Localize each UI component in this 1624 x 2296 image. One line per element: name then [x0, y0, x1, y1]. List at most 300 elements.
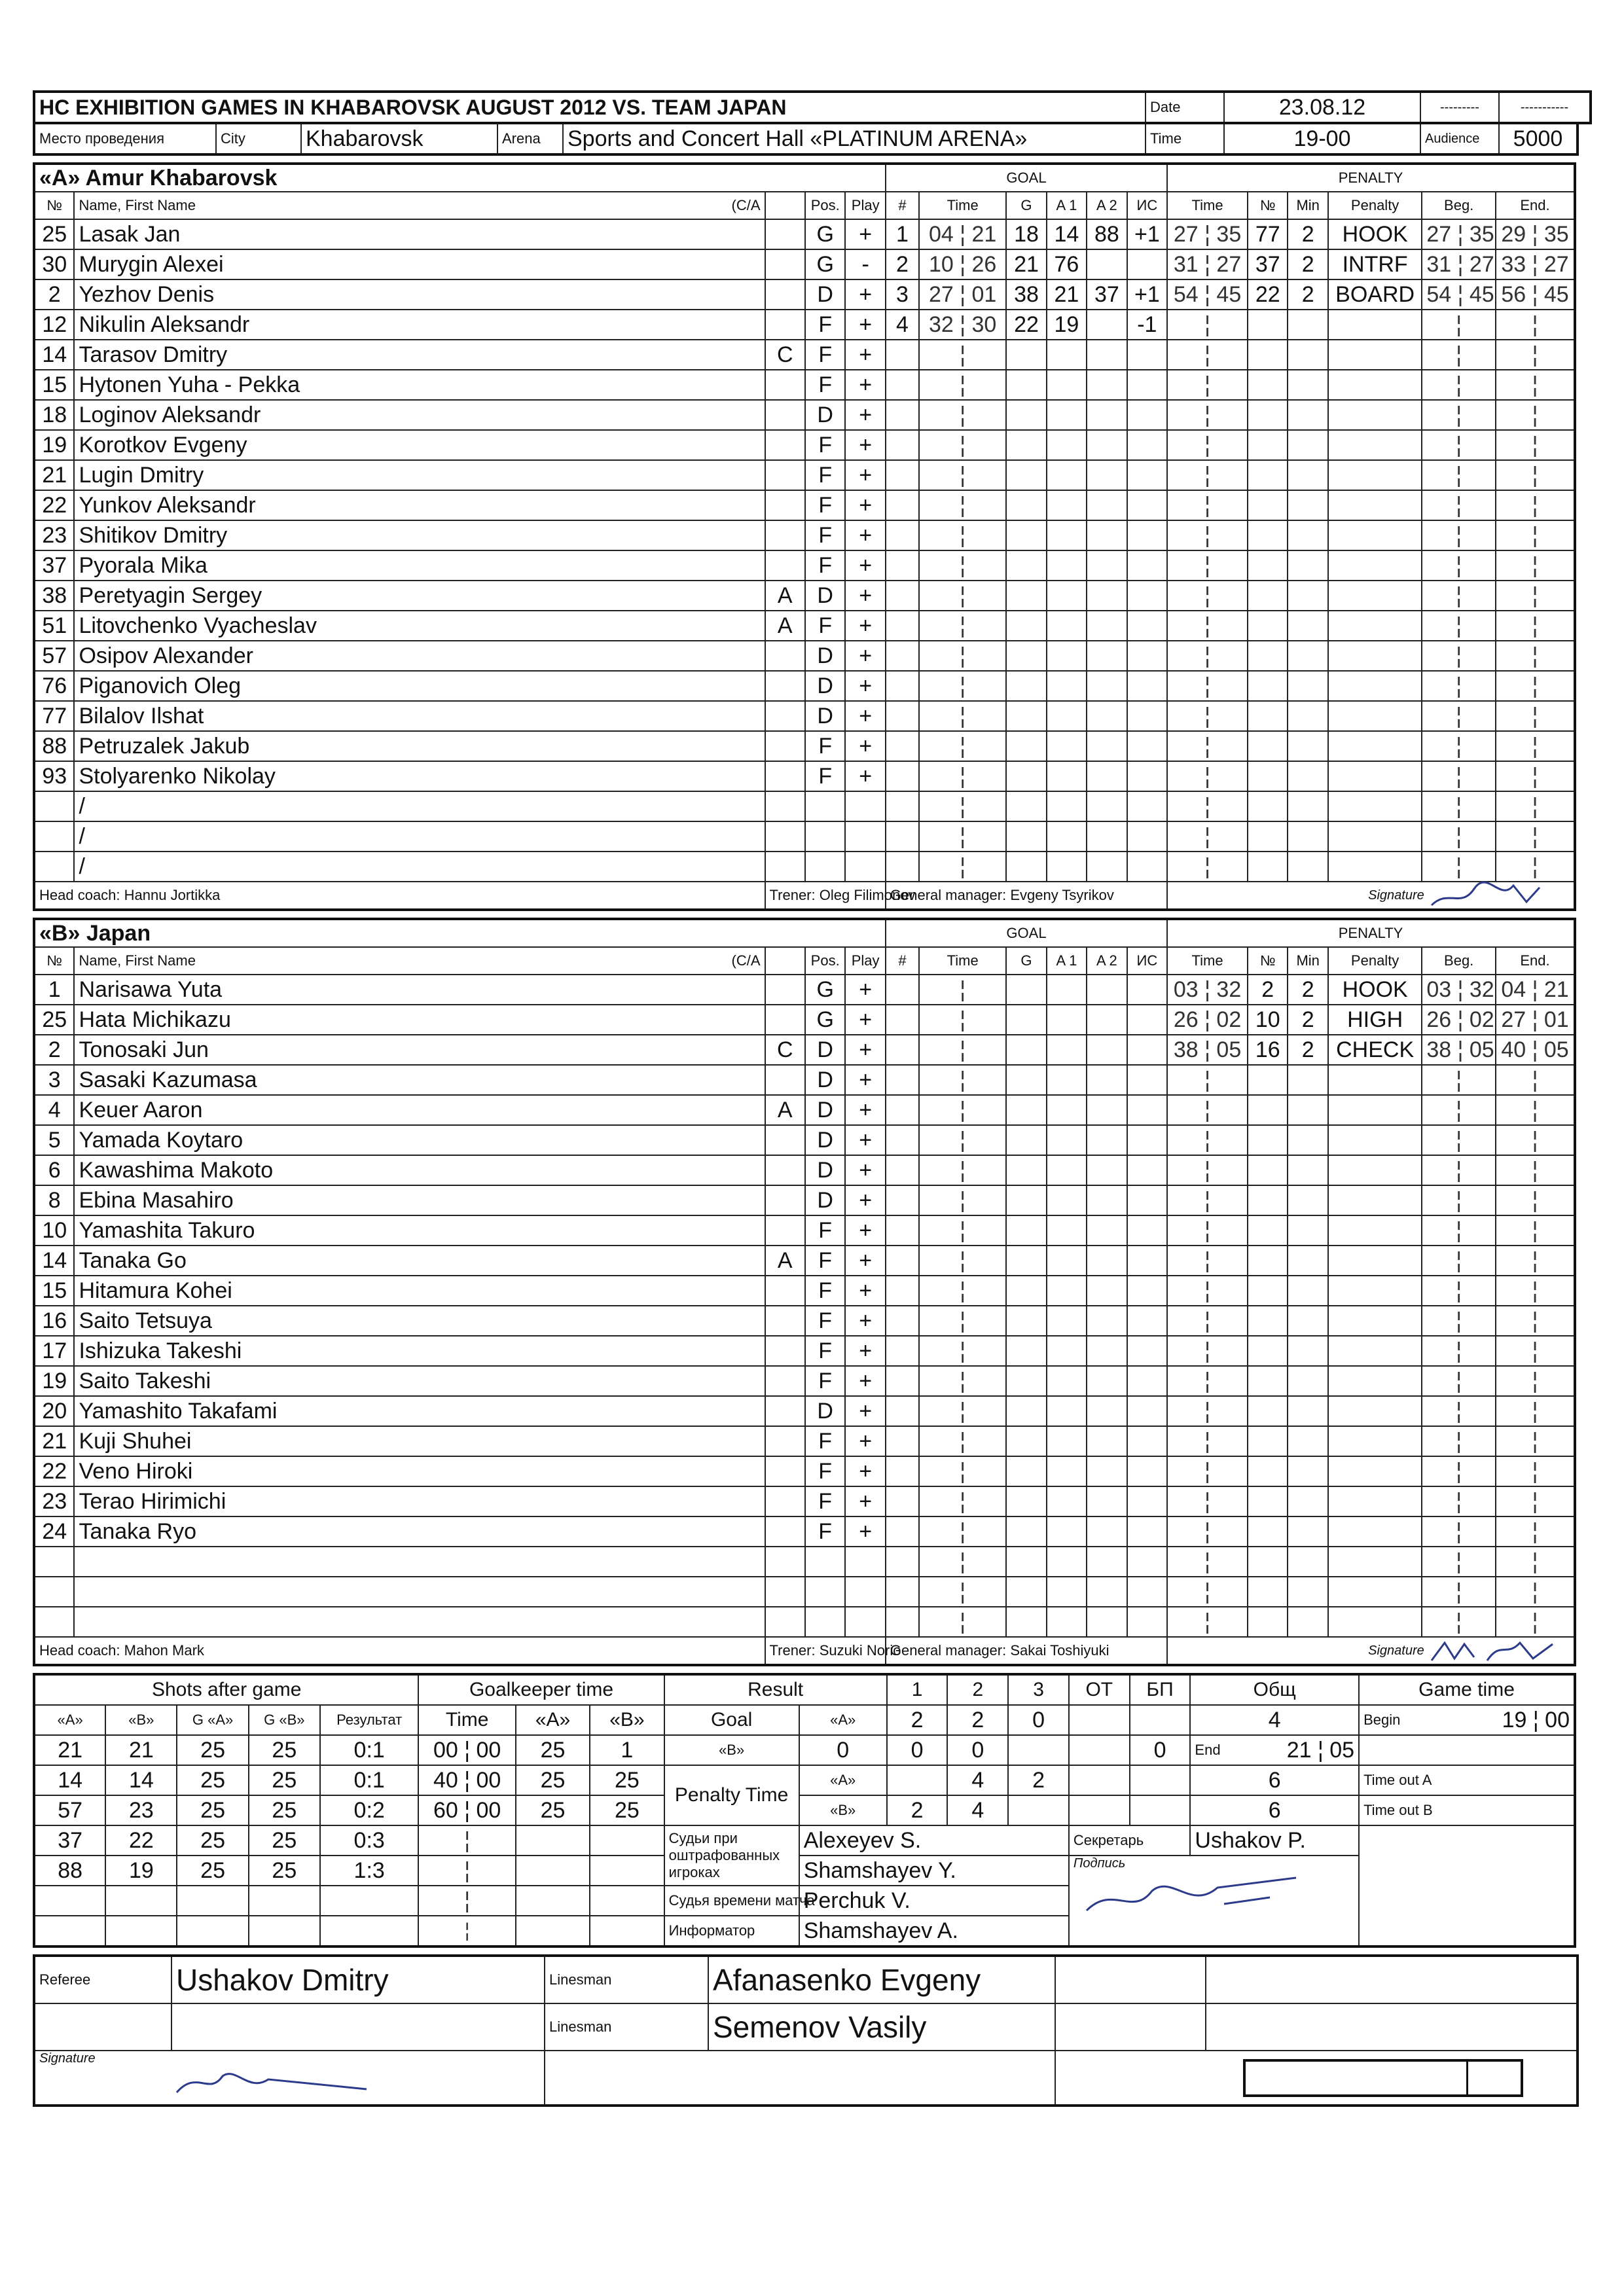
penalty-end: ¦ [1496, 1396, 1575, 1426]
penalty-begin: ¦ [1422, 370, 1496, 400]
goal-assist-2 [1087, 1035, 1127, 1065]
player-captain-mark [765, 1426, 805, 1456]
col-num: № [34, 192, 74, 219]
penalty-minutes [1288, 460, 1327, 490]
pen-a-value [887, 1765, 948, 1795]
team-a-player-row [34, 581, 1575, 611]
end-time: 21 ¦ 05 [1286, 1737, 1355, 1763]
player-played [845, 791, 885, 821]
player-played: + [845, 1306, 885, 1336]
shots-cell: 0:1 [320, 1765, 419, 1795]
goal-assist-1 [1047, 581, 1087, 611]
player-captain-mark [765, 279, 805, 310]
gk-team-b: 25 [590, 1795, 664, 1825]
penalty-minutes [1288, 1095, 1327, 1125]
penalty-time: ¦ [1167, 1276, 1248, 1306]
penalty-time: ¦ [1167, 1185, 1248, 1215]
player-position: D [805, 1095, 845, 1125]
player-position: F [805, 1306, 845, 1336]
player-played: + [845, 219, 885, 249]
gk-time: ¦ [418, 1825, 515, 1856]
penalty-minutes [1288, 731, 1327, 761]
goal-assist-1 [1047, 1396, 1087, 1426]
team-b-player-row [34, 1065, 1575, 1095]
goal-plus-minus [1127, 1396, 1168, 1426]
penalty-end: ¦ [1496, 1607, 1575, 1637]
penalty-type [1328, 731, 1422, 761]
penalty-time: ¦ [1167, 1336, 1248, 1366]
penalty-type [1328, 852, 1422, 882]
goal-time: ¦ [919, 671, 1006, 701]
penalty-type [1328, 400, 1422, 430]
secretary-sign-label: Подпись [1073, 1856, 1126, 1871]
goal-scorer [1006, 1607, 1046, 1637]
goal-number [886, 671, 919, 701]
team-b-signature-label: Signature [1368, 1643, 1424, 1658]
game-protocol-sheet [33, 90, 1576, 2251]
goal-assist-2 [1087, 1486, 1127, 1516]
goal-scorer [1006, 1547, 1046, 1577]
gk-team-b [590, 1916, 664, 1946]
shots-header-ga: G «A» [177, 1705, 248, 1735]
player-played: + [845, 279, 885, 310]
penalty-begin: ¦ [1422, 400, 1496, 430]
goal-plus-minus [1127, 1486, 1168, 1516]
col-goal-ic: ИС [1127, 947, 1168, 975]
goal-time: ¦ [919, 340, 1006, 370]
goal-plus-minus [1127, 1246, 1168, 1276]
penalty-begin: ¦ [1422, 460, 1496, 490]
penalty-begin: 54 ¦ 45 [1422, 279, 1496, 310]
col-num: № [34, 947, 74, 975]
begin-label: Begin [1363, 1711, 1401, 1728]
penalty-end: ¦ [1496, 701, 1575, 731]
goal-time: 10 ¦ 26 [919, 249, 1006, 279]
goal-number [886, 1456, 919, 1486]
penalty-begin: ¦ [1422, 1577, 1496, 1607]
penalty-player-number [1248, 1607, 1288, 1637]
player-position: F [805, 1336, 845, 1366]
player-captain-mark [765, 1155, 805, 1185]
goal-time: ¦ [919, 641, 1006, 671]
referee-empty-2 [171, 2003, 545, 2051]
penalty-end: ¦ [1496, 1426, 1575, 1456]
begin-cell: Begin 19 ¦ 00 [1359, 1705, 1575, 1735]
gk-team-b: 1 [590, 1735, 664, 1765]
penalty-begin: ¦ [1422, 520, 1496, 550]
goal-assist-2 [1087, 975, 1127, 1005]
gk-title: Goalkeeper time [418, 1674, 664, 1705]
goal-number [886, 641, 919, 671]
goal-time: ¦ [919, 761, 1006, 791]
penalty-type [1328, 1577, 1422, 1607]
player-captain-mark [765, 370, 805, 400]
penalty-end: 29 ¦ 35 [1496, 219, 1575, 249]
team-a-player-row [34, 701, 1575, 731]
goal-number [886, 821, 919, 852]
begin-sec: 00 [1545, 1707, 1570, 1732]
goal-assist-1 [1047, 731, 1087, 761]
shots-cell: 23 [105, 1795, 177, 1825]
penalty-begin: ¦ [1422, 1155, 1496, 1185]
penalty-end: ¦ [1496, 1185, 1575, 1215]
goal-time: ¦ [919, 1577, 1006, 1607]
goal-assist-2 [1087, 1306, 1127, 1336]
team-b-player-row [34, 1336, 1575, 1366]
shots-cell: 0:2 [320, 1795, 419, 1825]
player-position: D [805, 279, 845, 310]
penalty-time: ¦ [1167, 1155, 1248, 1185]
penalty-end: ¦ [1496, 731, 1575, 761]
penalty-begin: ¦ [1422, 1516, 1496, 1547]
player-name: Loginov Aleksandr [74, 400, 765, 430]
goal-assist-2 [1087, 581, 1127, 611]
player-name: Yamashito Takafami [74, 1396, 765, 1426]
goal-assist-1 [1047, 1035, 1087, 1065]
goal-assist-1 [1047, 1516, 1087, 1547]
col-goal-a1: A 1 [1047, 192, 1087, 219]
goal-assist-1 [1047, 852, 1087, 882]
goal-b-value: 0 [799, 1735, 887, 1765]
shots-cell: 25 [177, 1765, 248, 1795]
player-captain-mark: A [765, 611, 805, 641]
player-number: 93 [34, 761, 74, 791]
team-b-player-row [34, 975, 1575, 1005]
player-number: 16 [34, 1306, 74, 1336]
goal-assist-1 [1047, 1306, 1087, 1336]
team-a-player-row [34, 791, 1575, 821]
penalty-begin: ¦ [1422, 1246, 1496, 1276]
shots-cell: 14 [105, 1765, 177, 1795]
player-name: Murygin Alexei [74, 249, 765, 279]
player-name: Piganovich Oleg [74, 671, 765, 701]
period-2: 2 [947, 1674, 1008, 1705]
player-number: 17 [34, 1336, 74, 1366]
goal-plus-minus [1127, 821, 1168, 852]
penalty-type [1328, 761, 1422, 791]
penalty-begin: ¦ [1422, 310, 1496, 340]
player-played [845, 821, 885, 852]
penalty-begin: ¦ [1422, 1185, 1496, 1215]
penalty-time: ¦ [1167, 821, 1248, 852]
player-position: D [805, 581, 845, 611]
player-name: Litovchenko Vyacheslav [74, 611, 765, 641]
shots-header-a: «A» [34, 1705, 105, 1735]
goal-assist-1 [1047, 761, 1087, 791]
player-captain-mark [765, 1547, 805, 1577]
referee-label: Referee [34, 1956, 171, 2003]
goal-number [886, 701, 919, 731]
goal-plus-minus [1127, 1005, 1168, 1035]
player-position [805, 1607, 845, 1637]
goal-plus-minus [1127, 975, 1168, 1005]
pen-b-tag: «B» [799, 1795, 887, 1825]
goal-plus-minus [1127, 249, 1168, 279]
penalty-type: HOOK [1328, 975, 1422, 1005]
player-played: + [845, 761, 885, 791]
penalty-end: ¦ [1496, 1366, 1575, 1396]
pen-b-value [1130, 1795, 1191, 1825]
col-ca-label: (C/A [731, 952, 761, 969]
penalty-type [1328, 1547, 1422, 1577]
penalty-end: ¦ [1496, 1155, 1575, 1185]
penalty-end: ¦ [1496, 520, 1575, 550]
goal-assist-2 [1087, 1095, 1127, 1125]
goal-assist-2 [1087, 1516, 1127, 1547]
team-a-gm: General manager: Evgeny Tsyrikov [886, 882, 1167, 910]
goal-plus-minus [1127, 671, 1168, 701]
goal-time: ¦ [919, 370, 1006, 400]
pen-b-value: 4 [947, 1795, 1008, 1825]
goal-a-p1: 2 [887, 1705, 948, 1735]
goal-scorer [1006, 1426, 1046, 1456]
result-label: Result [664, 1674, 887, 1705]
goal-b-tag: «B» [664, 1735, 799, 1765]
player-captain-mark [765, 1306, 805, 1336]
goal-scorer [1006, 1516, 1046, 1547]
player-played [845, 852, 885, 882]
penalty-minutes [1288, 671, 1327, 701]
goal-a-bp [1130, 1705, 1191, 1735]
team-a-goal-header: GOAL [886, 164, 1167, 192]
penalty-minutes [1288, 1486, 1327, 1516]
penalty-end: ¦ [1496, 1456, 1575, 1486]
player-captain-mark: C [765, 1035, 805, 1065]
team-a-player-row [34, 340, 1575, 370]
goal-number [886, 1577, 919, 1607]
goal-assist-2 [1087, 791, 1127, 821]
penalty-minutes [1288, 1547, 1327, 1577]
penalty-type [1328, 1215, 1422, 1246]
goal-assist-2 [1087, 520, 1127, 550]
penalty-player-number [1248, 520, 1288, 550]
penalty-end: 04 ¦ 21 [1496, 975, 1575, 1005]
goal-number [886, 490, 919, 520]
player-played: + [845, 1516, 885, 1547]
goal-time: ¦ [919, 1035, 1006, 1065]
gk-header-a: «A» [516, 1705, 590, 1735]
goal-assist-1 [1047, 671, 1087, 701]
player-name: Saito Tetsuya [74, 1306, 765, 1336]
officials-table [33, 1954, 1579, 2107]
penalty-time: ¦ [1167, 671, 1248, 701]
venue-table [33, 122, 1579, 156]
player-captain-mark [765, 1577, 805, 1607]
shots-cell: 25 [177, 1856, 248, 1886]
penalty-player-number [1248, 1215, 1288, 1246]
player-captain-mark [765, 1005, 805, 1035]
player-captain-mark [765, 1486, 805, 1516]
goal-assist-1 [1047, 1426, 1087, 1456]
col-name-label: Name, First Name [79, 952, 196, 969]
penalty-minutes [1288, 1125, 1327, 1155]
player-captain-mark [765, 1276, 805, 1306]
goal-plus-minus [1127, 1125, 1168, 1155]
goal-number [886, 731, 919, 761]
team-a-rows [34, 219, 1575, 882]
player-name: Yamashita Takuro [74, 1215, 765, 1246]
penalty-time: ¦ [1167, 460, 1248, 490]
goal-number [886, 1215, 919, 1246]
penalty-type [1328, 1396, 1422, 1426]
team-b-penalty-header: PENALTY [1167, 919, 1575, 947]
penalty-type [1328, 490, 1422, 520]
player-played: + [845, 550, 885, 581]
shots-cell: 21 [105, 1735, 177, 1765]
goal-assist-2 [1087, 1215, 1127, 1246]
player-number: 21 [34, 460, 74, 490]
player-position: F [805, 490, 845, 520]
goal-scorer [1006, 1456, 1046, 1486]
period-3: 3 [1008, 1674, 1069, 1705]
linesman2-label: Linesman [545, 2003, 708, 2051]
goal-plus-minus [1127, 791, 1168, 821]
penalty-type: HIGH [1328, 1005, 1422, 1035]
goal-number [886, 791, 919, 821]
goal-b-value [1069, 1735, 1130, 1765]
col-goal-a1: A 1 [1047, 947, 1087, 975]
shots-cell: 25 [177, 1735, 248, 1765]
penalty-end: 27 ¦ 01 [1496, 1005, 1575, 1035]
penalty-time: ¦ [1167, 1065, 1248, 1095]
player-number: 10 [34, 1215, 74, 1246]
penalty-player-number [1248, 641, 1288, 671]
penalty-minutes: 2 [1288, 1005, 1327, 1035]
player-name: Hitamura Kohei [74, 1276, 765, 1306]
secretary-name: Ushakov P. [1190, 1825, 1359, 1856]
penalty-minutes [1288, 1366, 1327, 1396]
goal-scorer [1006, 430, 1046, 460]
goal-assist-1: 19 [1047, 310, 1087, 340]
timekeeper-name: Perchuk V. [799, 1886, 1069, 1916]
penalty-player-number [1248, 731, 1288, 761]
team-a-penalty-header: PENALTY [1167, 164, 1575, 192]
arena-label: Arena [497, 123, 563, 154]
penalty-begin: ¦ [1422, 340, 1496, 370]
col-pen-end: End. [1496, 192, 1575, 219]
period-total: Общ [1190, 1674, 1359, 1705]
goal-assist-2 [1087, 1155, 1127, 1185]
penalty-minutes [1288, 761, 1327, 791]
penalty-minutes [1288, 400, 1327, 430]
shots-cell: 25 [249, 1856, 320, 1886]
goal-scorer [1006, 641, 1046, 671]
gk-team-a [516, 1825, 590, 1856]
team-b-player-row [34, 1246, 1575, 1276]
player-number: 12 [34, 310, 74, 340]
player-played: + [845, 1246, 885, 1276]
penalty-type [1328, 550, 1422, 581]
pen-b-value: 2 [887, 1795, 948, 1825]
col-goal-time: Time [919, 947, 1006, 975]
penalty-time: 38 ¦ 05 [1167, 1035, 1248, 1065]
shots-cell: 14 [34, 1765, 105, 1795]
goal-number [886, 611, 919, 641]
goal-assist-2 [1087, 370, 1127, 400]
shots-header-b: «B» [105, 1705, 177, 1735]
player-position: D [805, 1125, 845, 1155]
player-played: + [845, 310, 885, 340]
team-a-player-row [34, 219, 1575, 249]
penalty-minutes [1288, 701, 1327, 731]
goal-number [886, 852, 919, 882]
player-captain-mark [765, 490, 805, 520]
goal-time: ¦ [919, 400, 1006, 430]
goal-scorer [1006, 671, 1046, 701]
goal-scorer [1006, 852, 1046, 882]
goal-time: ¦ [919, 550, 1006, 581]
judge-1: Alexeyev S. [799, 1825, 1069, 1856]
shots-cell: 0:1 [320, 1735, 419, 1765]
team-b-player-row [34, 1366, 1575, 1396]
referee-name: Ushakov Dmitry [171, 1956, 545, 2003]
penalty-time: ¦ [1167, 791, 1248, 821]
player-played: + [845, 490, 885, 520]
end-label: End [1195, 1741, 1221, 1758]
penalty-time: ¦ [1167, 520, 1248, 550]
blank-field-1: --------- [1420, 92, 1499, 123]
goal-assist-1: 14 [1047, 219, 1087, 249]
team-a-player-row [34, 490, 1575, 520]
judge-2: Shamshayev Y. [799, 1856, 1069, 1886]
goal-number [886, 400, 919, 430]
date-value: 23.08.12 [1224, 92, 1420, 123]
pen-b-value: 6 [1190, 1795, 1359, 1825]
penalty-begin: ¦ [1422, 731, 1496, 761]
penalty-time: ¦ [1167, 370, 1248, 400]
penalty-player-number [1248, 550, 1288, 581]
goal-assist-2 [1087, 340, 1127, 370]
penalty-begin: 31 ¦ 27 [1422, 249, 1496, 279]
goal-assist-1 [1047, 550, 1087, 581]
penalty-end: ¦ [1496, 641, 1575, 671]
period-1: 1 [887, 1674, 948, 1705]
gk-team-a [516, 1916, 590, 1946]
penalty-player-number [1248, 1065, 1288, 1095]
penalty-type: BOARD [1328, 279, 1422, 310]
shots-title: Shots after game [34, 1674, 418, 1705]
gk-team-a: 25 [516, 1795, 590, 1825]
team-b-player-row [34, 1607, 1575, 1637]
player-name: Tarasov Dmitry [74, 340, 765, 370]
player-played: + [845, 1396, 885, 1426]
penalty-player-number [1248, 460, 1288, 490]
goal-assist-1 [1047, 1577, 1087, 1607]
penalty-end: 33 ¦ 27 [1496, 249, 1575, 279]
goal-number [886, 1426, 919, 1456]
shots-cell [320, 1886, 419, 1916]
goal-assist-1 [1047, 1456, 1087, 1486]
goal-assist-1 [1047, 1215, 1087, 1246]
goal-time: ¦ [919, 701, 1006, 731]
goal-number [886, 1065, 919, 1095]
goal-assist-2 [1087, 490, 1127, 520]
penalty-player-number [1248, 581, 1288, 611]
pen-a-value: 4 [947, 1765, 1008, 1795]
team-a-player-row [34, 550, 1575, 581]
goal-time: ¦ [919, 821, 1006, 852]
pen-b-value [1008, 1795, 1069, 1825]
timeout-a-label: Time out A [1359, 1765, 1575, 1795]
player-position: D [805, 1185, 845, 1215]
player-position: F [805, 1486, 845, 1516]
goal-scorer [1006, 1155, 1046, 1185]
player-played: + [845, 1185, 885, 1215]
player-name: Ishizuka Takeshi [74, 1336, 765, 1366]
goal-time: ¦ [919, 490, 1006, 520]
team-a-signature-label: Signature [1368, 888, 1424, 903]
goal-assist-2 [1087, 1607, 1127, 1637]
